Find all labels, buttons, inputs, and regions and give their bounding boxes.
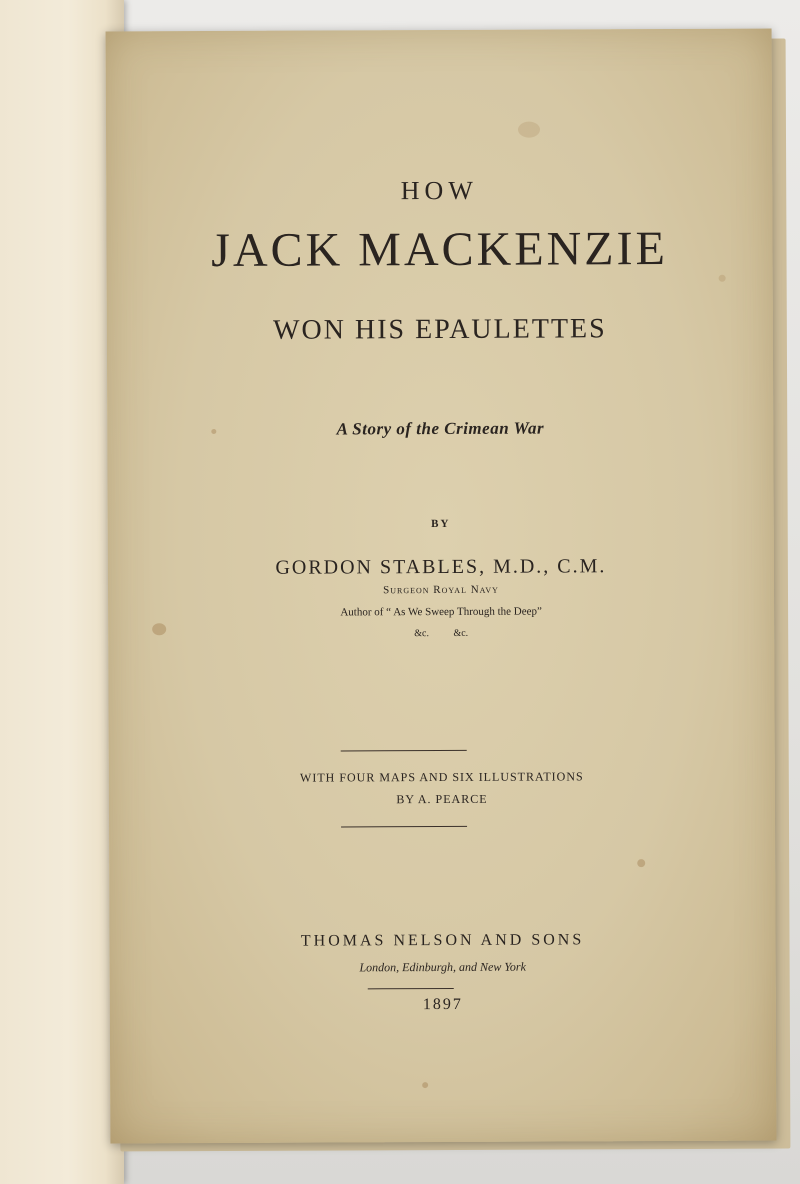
title-page [106, 29, 777, 1144]
illustrator-line: BY A. PEARCE [396, 791, 488, 807]
title-won-his-epaulettes: WON HIS EPAULETTES [273, 313, 607, 346]
author-name: GORDON STABLES, M.D., C.M. [275, 555, 607, 579]
divider-rule [341, 750, 467, 752]
divider-rule [368, 988, 454, 989]
etc-line: &c. &c. [414, 627, 469, 640]
by-label: BY [431, 517, 451, 531]
divider-rule [341, 826, 467, 828]
publisher: THOMAS NELSON AND SONS [300, 931, 585, 950]
subtitle: A Story of the Crimean War [336, 418, 545, 439]
foxing-spot [518, 122, 540, 138]
publication-year: 1897 [422, 995, 463, 1014]
author-other-works: Author of “ As We Sweep Through the Deep” [340, 605, 542, 619]
title-how: HOW [400, 175, 478, 206]
title-jack-mackenzie: JACK MACKENZIE [211, 222, 668, 277]
foxing-spot [719, 275, 726, 282]
publisher-places: London, Edinburgh, and New York [359, 959, 526, 975]
illustrations-line: WITH FOUR MAPS AND SIX ILLUSTRATIONS [299, 769, 584, 785]
foxing-spot [637, 859, 645, 867]
foxing-spot [422, 1082, 428, 1088]
author-title: Surgeon Royal Navy [383, 583, 499, 597]
